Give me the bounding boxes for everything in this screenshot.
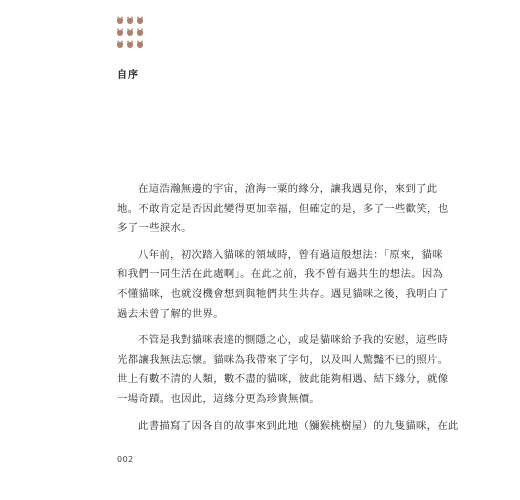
chapter-title: 自序 <box>117 70 139 81</box>
paragraph <box>117 417 459 437</box>
cat-ornament <box>117 16 145 52</box>
page-number: 002 <box>117 455 134 464</box>
cat-face-icon <box>127 18 133 24</box>
text-line: 多了一些淚水。 <box>117 222 192 235</box>
paragraph <box>117 246 449 324</box>
cat-face-icon <box>117 18 123 24</box>
cat-face-icon <box>117 42 123 48</box>
cat-face-icon <box>127 42 133 48</box>
text-line: 過去未曾了解的世界。 <box>117 307 224 320</box>
cat-face-icon <box>117 30 123 36</box>
paragraph <box>117 331 449 409</box>
text-line: 不管是我對貓咪表達的惻隱之心，或是貓咪給予我的安慰，這些時 <box>138 334 449 347</box>
text-line: 此書描寫了因各自的故事來到此地（獼猴桃樹屋）的九隻貓咪，在此 <box>138 419 459 432</box>
text-line: 在這浩瀚無邊的宇宙，滄海一粟的緣分，讓我遇見你，來到了此 <box>138 183 438 195</box>
cat-face-icon <box>137 42 143 48</box>
text-line: 不懂貓咪，也就沒機會想到與牠們共生共存。遇見貓咪之後，我明白了 <box>117 287 449 300</box>
body-text <box>117 180 459 443</box>
text-line: 地。不敢肯定是否因此變得更加幸福，但確定的是，多了一些歡笑，也 <box>117 202 449 215</box>
text-line: 一場奇蹟。也因此，這緣分更為珍貴無價。 <box>117 392 321 405</box>
cat-face-icon <box>137 30 143 36</box>
text-line: 世上有數不清的人類，數不盡的貓咪，彼此能夠相遇、結下緣分，就像 <box>117 373 449 386</box>
text-line: 八年前，初次踏入貓咪的領域時，曾有過這般想法：「原來，貓咪 <box>138 248 443 261</box>
paragraph <box>117 180 449 239</box>
cat-face-icon <box>137 18 143 24</box>
text-line: 光都讓我無法忘懷。貓咪為我帶來了字句，以及叫人驚豔不已的照片。 <box>117 353 449 366</box>
cat-face-icon <box>127 30 133 36</box>
text-line: 和我們一同生活在此處啊」。在此之前，我不曾有過共生的想法。因為 <box>117 268 444 281</box>
